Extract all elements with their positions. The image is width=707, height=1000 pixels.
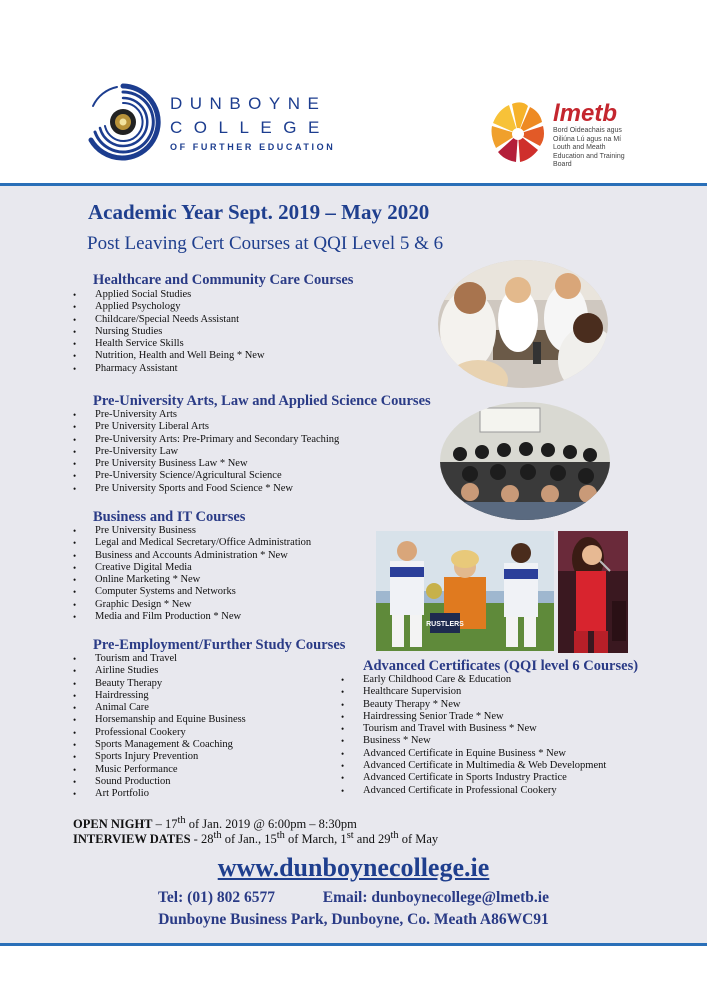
list-item: • Healthcare Supervision (341, 686, 606, 698)
list-item: • Art Portfolio (73, 788, 246, 800)
list-item: • Advanced Certificate in Multimedia & Web Development (341, 760, 606, 772)
contact-line (0, 889, 707, 907)
list-item: • Early Childhood Care & Education (341, 674, 606, 686)
interview-text-c: of March, 1 (284, 832, 347, 847)
list-item: • Tourism and Travel with Business * New (341, 723, 606, 735)
open-night-sup-a: th (177, 815, 186, 826)
list-item: • Pre University Sports and Food Science * New (73, 483, 339, 495)
section-heading-advanced-certificates: Advanced Certificates (QQI level 6 Courses) (363, 658, 639, 674)
course-list-advanced-certificates (341, 674, 606, 797)
interview-text-a: - 28 (190, 832, 214, 847)
section-heading-pre-employment: Pre-Employment/Further Study Courses (93, 637, 346, 653)
list-item: • Nursing Studies (73, 326, 265, 338)
photo-music-performance (558, 531, 628, 653)
section-heading-business-it: Business and IT Courses (93, 509, 246, 525)
open-night-text-b: of Jan. 2019 @ 6:00pm – 8:30pm (185, 817, 357, 832)
list-item: • Animal Care (73, 702, 246, 714)
course-list-business-it (73, 525, 311, 623)
college-name-line2: COLLEGE (170, 118, 331, 137)
list-item: • Pre University Liberal Arts (73, 421, 339, 433)
dunboyne-college-logo (83, 82, 163, 162)
list-item: • Sports Injury Prevention (73, 751, 246, 763)
list-item: • Pre University Business Law * New (73, 458, 339, 470)
list-item: • Tourism and Travel (73, 653, 246, 665)
interview-text-d: and 29 (353, 832, 391, 847)
lmetb-sub-irish: Bord Oideachais agus Oiliúna Lú agus na Mí (553, 127, 622, 143)
section-heading-healthcare: Healthcare and Community Care Courses (93, 272, 354, 288)
list-item: • Business * New (341, 735, 606, 747)
photo-lab-students (438, 260, 608, 388)
interview-sup-a: th (213, 830, 222, 841)
list-item: • Beauty Therapy * New (341, 699, 606, 711)
course-list-healthcare (73, 289, 265, 375)
list-item: • Horsemanship and Equine Business (73, 714, 246, 726)
college-name-line1: DUNBOYNE (170, 94, 327, 113)
college-name-line3: OF FURTHER EDUCATION (170, 142, 336, 152)
list-item: • Hairdressing (73, 690, 246, 702)
tel-text: Tel: (01) 802 6577 (158, 889, 275, 906)
open-night-text-a: – 17 (152, 817, 178, 832)
website-link[interactable]: www.dunboynecollege.ie (217, 853, 490, 882)
list-item: • Online Marketing * New (73, 574, 311, 586)
interview-sup-b: th (276, 830, 285, 841)
list-item: • Beauty Therapy (73, 678, 246, 690)
list-item: • Music Performance (73, 764, 246, 776)
list-item: • Pre-University Arts: Pre-Primary and Secondary Teaching (73, 434, 339, 446)
interview-text-e: of May (398, 832, 439, 847)
open-night-label: OPEN NIGHT (73, 817, 153, 832)
photo-sports-players (376, 531, 554, 651)
list-item: • Professional Cookery (73, 727, 246, 739)
list-item: • Hairdressing Senior Trade * New (341, 711, 606, 723)
list-item: • Graphic Design * New (73, 599, 311, 611)
photo-classroom (440, 402, 610, 520)
list-item: • Computer Systems and Networks (73, 586, 311, 598)
interview-dates-line (73, 830, 438, 847)
lmetb-sub-english: Louth and Meath Education and Training Board (553, 144, 625, 168)
list-item: • Health Service Skills (73, 338, 265, 350)
list-item: • Advanced Certificate in Professional Cookery (341, 785, 606, 797)
lmetb-logo-text (553, 101, 633, 170)
list-item: • Advanced Certificate in Sports Industry Practice (341, 772, 606, 784)
list-item: • Pre University Business (73, 525, 311, 537)
interview-sup-d: th (390, 830, 399, 841)
lmetb-sun-icon (488, 100, 548, 166)
college-name (170, 92, 335, 154)
course-list-pre-university (73, 409, 339, 495)
list-item: • Legal and Medical Secretary/Office Administration (73, 537, 311, 549)
section-heading-pre-university: Pre-University Arts, Law and Applied Science Courses (93, 393, 431, 409)
list-item: • Media and Film Production * New (73, 611, 311, 623)
list-item: • Childcare/Special Needs Assistant (73, 314, 265, 326)
list-item: • Creative Digital Media (73, 562, 311, 574)
list-item: • Sound Production (73, 776, 246, 788)
list-item: • Nutrition, Health and Well Being * New (73, 350, 265, 362)
email-link[interactable]: Email: dunboynecollege@lmetb.ie (322, 889, 549, 906)
list-item: • Pre-University Science/Agricultural Science (73, 470, 339, 482)
interview-sup-c: st (346, 830, 354, 841)
photo-banner-text: RUSTLERS (426, 621, 464, 628)
list-item: • Applied Psychology (73, 301, 265, 313)
list-item: • Pre-University Law (73, 446, 339, 458)
list-item: • Pre-University Arts (73, 409, 339, 421)
page-title: Academic Year Sept. 2019 – May 2020 (88, 200, 430, 224)
address-text: Dunboyne Business Park, Dunboyne, Co. Meath A86WC91 (158, 911, 549, 928)
list-item: • Applied Social Studies (73, 289, 265, 301)
lmetb-brand: lmetb (553, 100, 618, 127)
list-item: • Airline Studies (73, 665, 246, 677)
interview-label: INTERVIEW DATES (73, 832, 191, 847)
interview-text-b: of Jan., 15 (221, 832, 277, 847)
bottom-rule (0, 943, 707, 946)
page-subtitle: Post Leaving Cert Courses at QQI Level 5 & 6 (87, 233, 444, 254)
list-item: • Pharmacy Assistant (73, 363, 265, 375)
top-rule (0, 183, 707, 186)
list-item: • Business and Accounts Administration * New (73, 550, 311, 562)
course-list-pre-employment (73, 653, 246, 801)
list-item: • Sports Management & Coaching (73, 739, 246, 751)
list-item: • Advanced Certificate in Equine Business * New (341, 748, 606, 760)
